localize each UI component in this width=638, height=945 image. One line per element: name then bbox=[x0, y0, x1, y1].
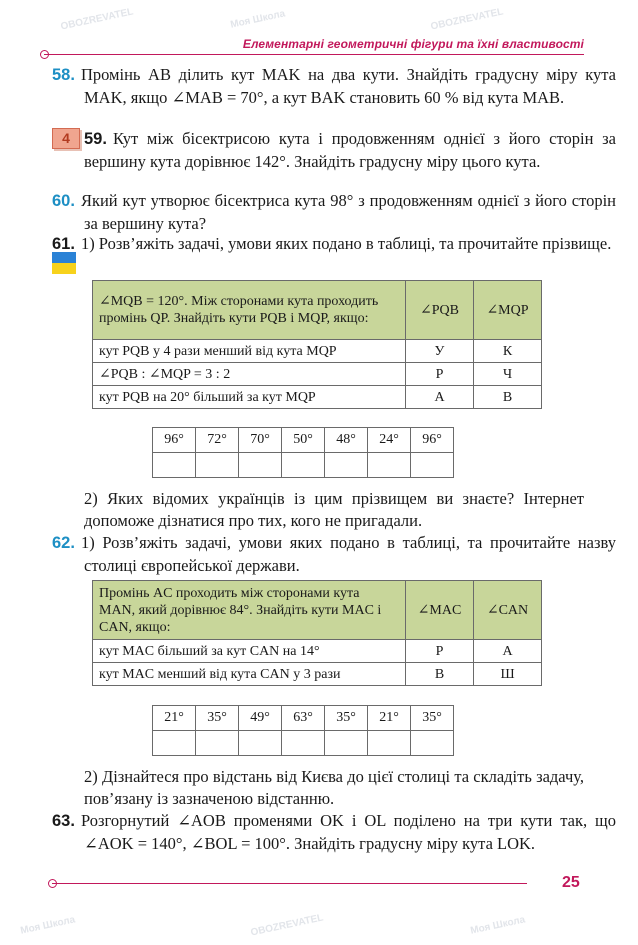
footer-rule bbox=[52, 883, 527, 884]
watermark: OBOZREVATEL bbox=[249, 912, 325, 939]
header-rule bbox=[44, 54, 584, 55]
table-row: кут MAC більший за кут CAN на 14° Р А bbox=[93, 640, 542, 663]
task-text: Кут між бісектрисою кута і продовженням однієї з його сторін за вершину кута дорівнює 142°. Знайдіть градусну міру цього кута. bbox=[84, 129, 616, 171]
task-text: 2) Яких відомих українців із цим прізвищем ви знаєте? Інтернет допоможе дізнатися про тих, кого не пригадали. bbox=[84, 489, 584, 530]
task-text: 2) Дізнайтеся про відстань від Києва до цієї столиці та складіть задачу, пов’язану із зазначеною відстанню. bbox=[84, 767, 584, 808]
task-61 bbox=[52, 233, 616, 256]
table-62 bbox=[92, 580, 542, 686]
answer-blank bbox=[239, 453, 282, 478]
table-row: кут PQB на 20° більший за кут MQP А В bbox=[93, 386, 542, 409]
table-header-condition: Промінь AC проходить між сторонами кута MAN, який дорівнює 84°. Знайдіть кути MAC і CAN, якщо: bbox=[93, 581, 406, 640]
task-number: 62. bbox=[52, 534, 75, 552]
answer-blank bbox=[196, 731, 239, 756]
answer-blank bbox=[282, 453, 325, 478]
running-header: Елементарні геометричні фігури та їхні властивості bbox=[242, 37, 584, 51]
answer-blank bbox=[282, 731, 325, 756]
difficulty-badge: 4 bbox=[52, 128, 80, 149]
answer-value: 35° bbox=[411, 706, 454, 731]
answer-value: 70° bbox=[239, 428, 282, 453]
table-header-col2: ∠CAN bbox=[474, 581, 542, 640]
task-62 bbox=[52, 532, 616, 576]
watermark: Моя Школа bbox=[19, 914, 77, 937]
answer-value: 35° bbox=[325, 706, 368, 731]
answer-blank bbox=[368, 731, 411, 756]
answer-value: 49° bbox=[239, 706, 282, 731]
watermark: Моя Школа bbox=[469, 914, 527, 937]
task-62-part2 bbox=[52, 766, 584, 809]
task-text: Який кут утворює бісектриса кута 98° з продовженням однієї з його сторін за вершину кута? bbox=[80, 191, 616, 233]
watermark: OBOZREVATEL bbox=[59, 6, 135, 33]
task-text: Розгорнутий ∠AOB променями OK і OL поділено на три кути так, що ∠AOK = 140°, ∠BOL = 100°. Знайдіть градусну міру кута LOK. bbox=[80, 811, 616, 853]
task-61-part2 bbox=[52, 488, 584, 531]
task-text: 1) Розв’яжіть задачі, умови яких подано в таблиці, та прочитайте назву столиці європейської держави. bbox=[80, 533, 616, 575]
task-58 bbox=[52, 64, 616, 108]
table-row: ∠PQB : ∠MQP = 3 : 2 Р Ч bbox=[93, 363, 542, 386]
answer-grid-62 bbox=[152, 705, 454, 756]
watermark: OBOZREVATEL bbox=[429, 6, 505, 33]
task-text: Промінь AB ділить кут MAK на два кути. Знайдіть градусну міру кута MAK, якщо ∠MAB = 70°, а кут BAK становить 60 % від кута MAB. bbox=[80, 65, 616, 107]
table-row: кут PQB у 4 рази менший від кута MQP У К bbox=[93, 340, 542, 363]
task-59 bbox=[52, 128, 616, 172]
task-number: 60. bbox=[52, 192, 75, 210]
task-number: 59. bbox=[84, 130, 107, 148]
answer-value: 35° bbox=[196, 706, 239, 731]
task-number: 61. bbox=[52, 235, 75, 253]
table-header-col1: ∠PQB bbox=[406, 281, 474, 340]
answer-value: 21° bbox=[153, 706, 196, 731]
task-60 bbox=[52, 190, 616, 234]
answer-blank bbox=[411, 731, 454, 756]
task-63 bbox=[52, 810, 616, 854]
answer-blank bbox=[368, 453, 411, 478]
answer-grid-61 bbox=[152, 427, 454, 478]
answer-blank bbox=[196, 453, 239, 478]
answer-blank bbox=[239, 731, 282, 756]
answer-blank bbox=[153, 731, 196, 756]
answer-value: 24° bbox=[368, 428, 411, 453]
answer-value: 96° bbox=[153, 428, 196, 453]
answer-value: 21° bbox=[368, 706, 411, 731]
answer-blank bbox=[153, 453, 196, 478]
table-header-condition: ∠MQB = 120°. Між сторонами кута проходить промінь QP. Знайдіть кути PQB і MQP, якщо: bbox=[93, 281, 406, 340]
task-number: 58. bbox=[52, 66, 75, 84]
table-header-col1: ∠MAC bbox=[406, 581, 474, 640]
answer-value: 72° bbox=[196, 428, 239, 453]
answer-blank bbox=[325, 731, 368, 756]
answer-value: 50° bbox=[282, 428, 325, 453]
answer-value: 96° bbox=[411, 428, 454, 453]
page-number: 25 bbox=[562, 874, 580, 891]
answer-blank bbox=[325, 453, 368, 478]
table-61 bbox=[92, 280, 542, 409]
table-header-col2: ∠MQP bbox=[474, 281, 542, 340]
watermark: Моя Школа bbox=[229, 8, 287, 31]
task-number: 63. bbox=[52, 812, 75, 830]
table-row: кут MAC менший від кута CAN у 3 рази В Ш bbox=[93, 663, 542, 686]
task-text: 1) Розв’яжіть задачі, умови яких подано в таблиці, та прочитайте прізвище. bbox=[80, 234, 612, 253]
answer-value: 48° bbox=[325, 428, 368, 453]
answer-blank bbox=[411, 453, 454, 478]
answer-value: 63° bbox=[282, 706, 325, 731]
